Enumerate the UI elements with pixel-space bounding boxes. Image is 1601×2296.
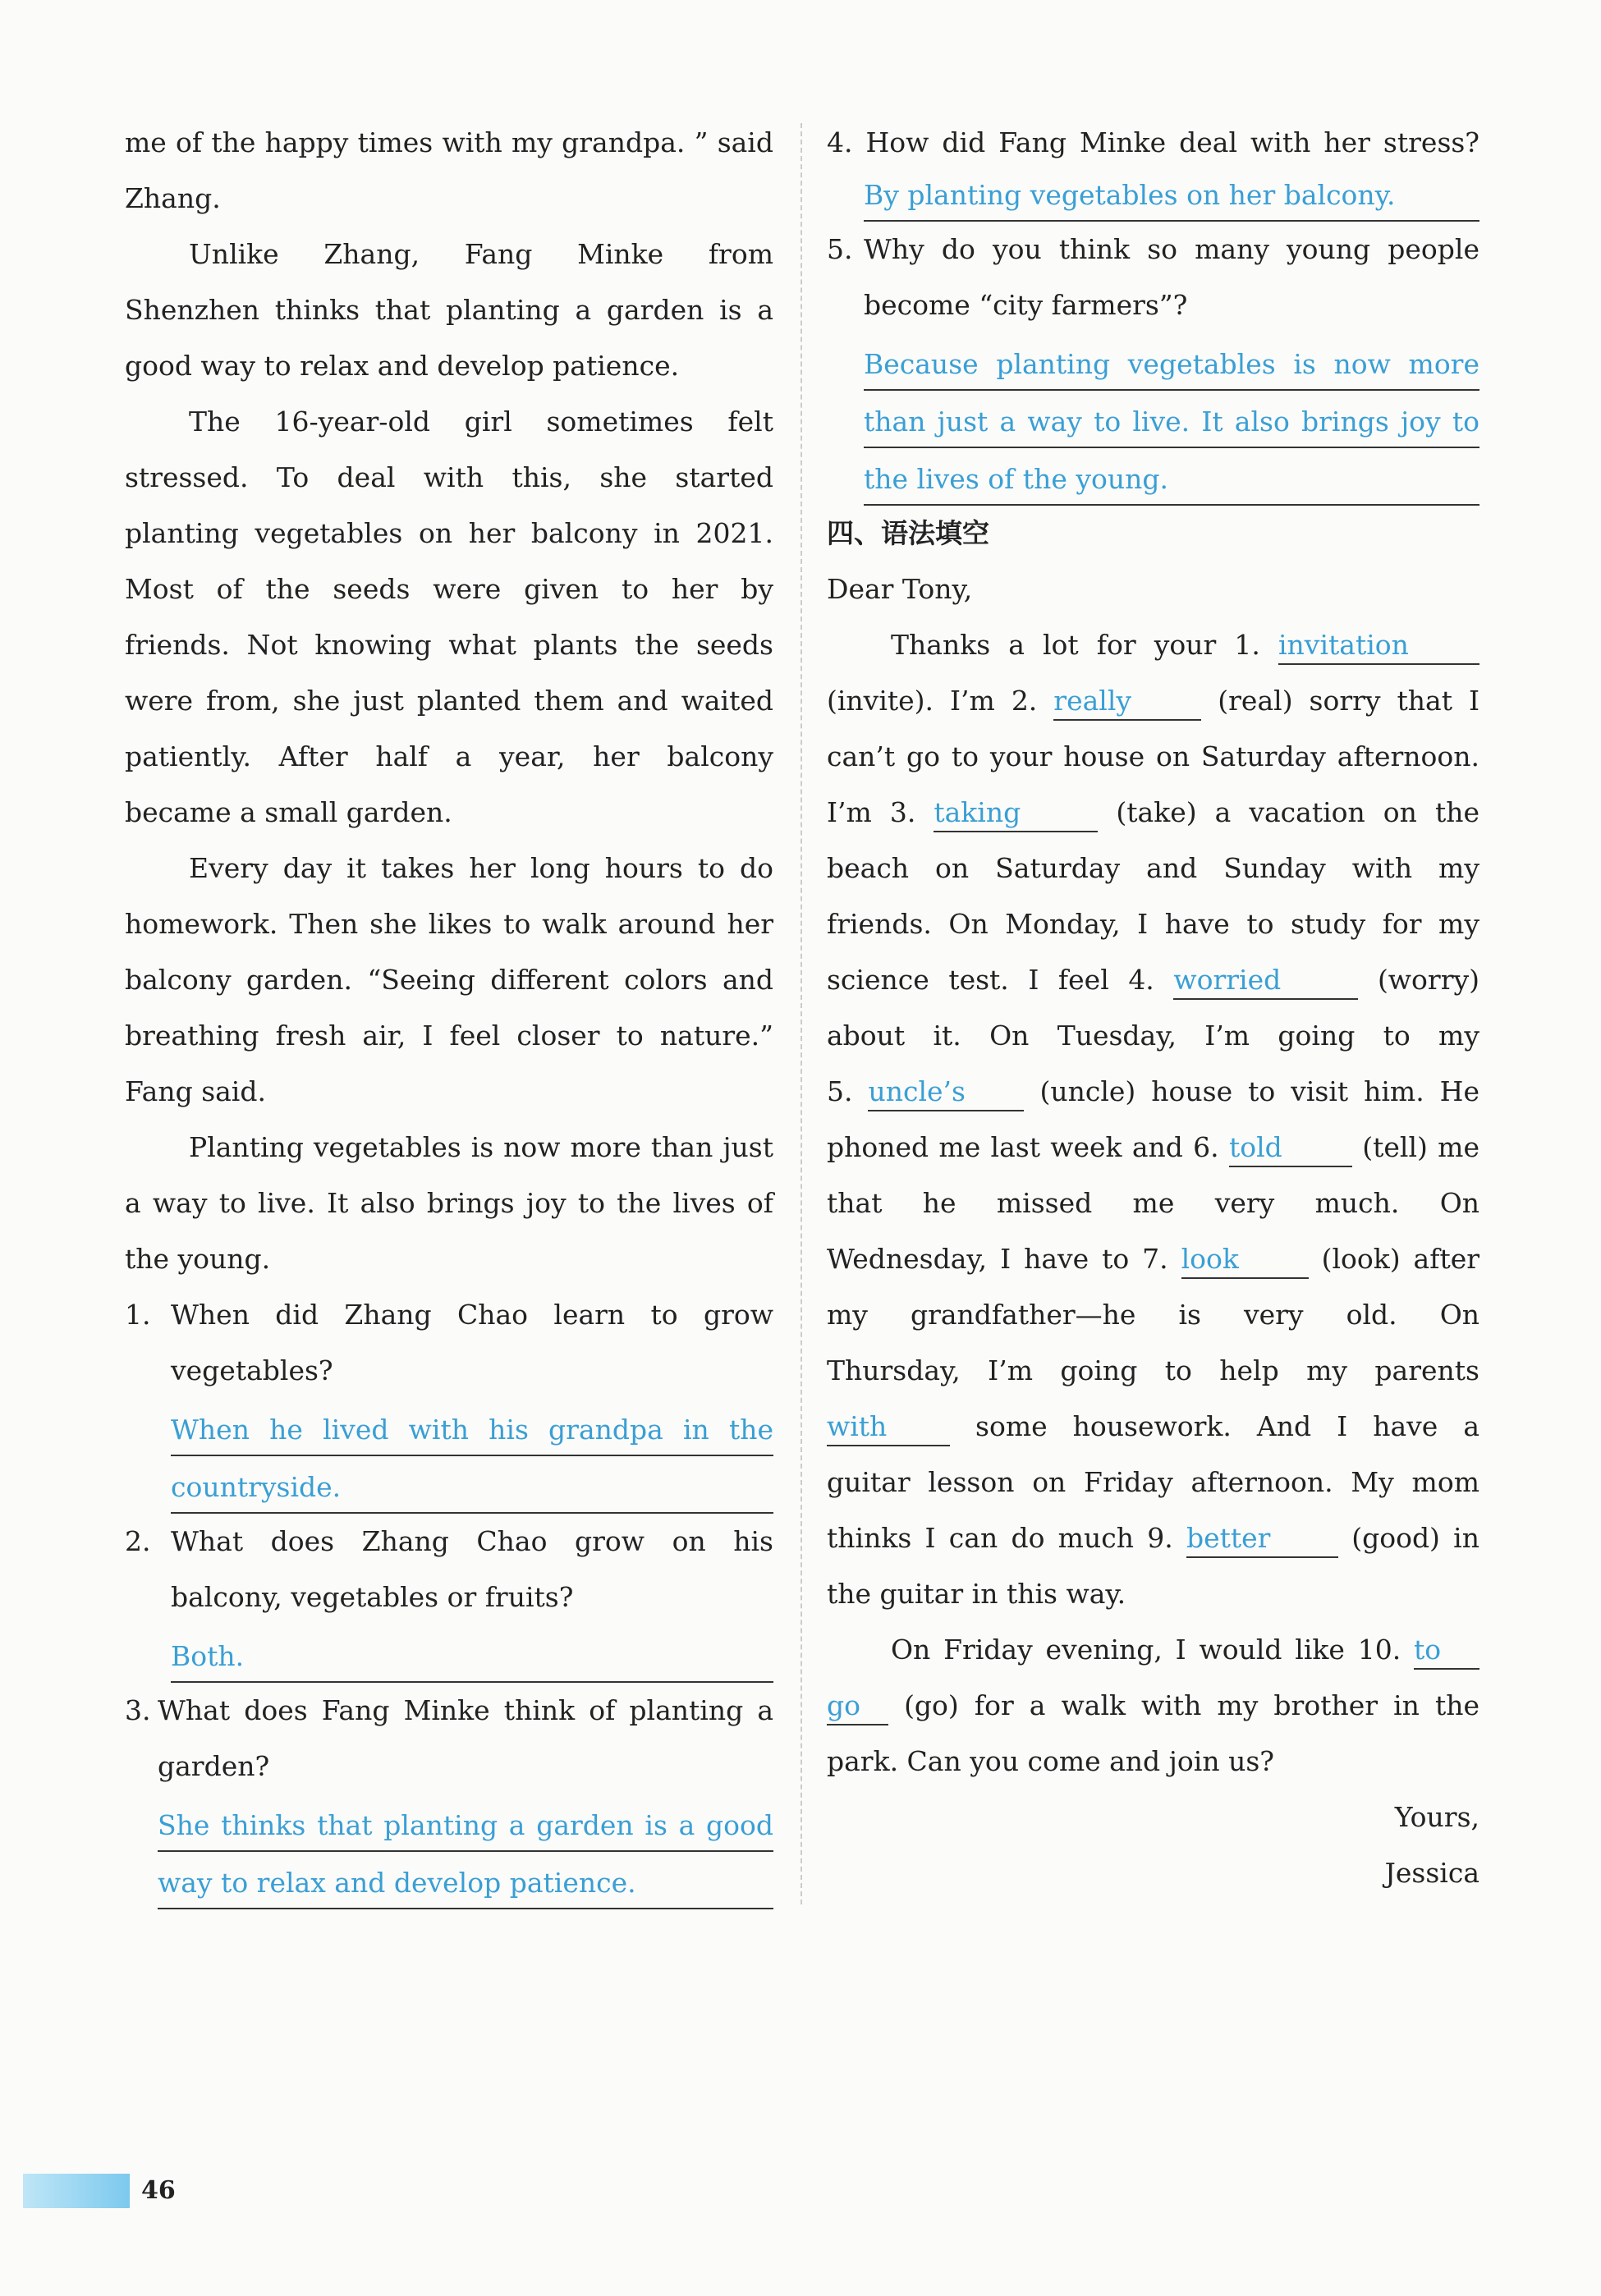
blank-6: told (1229, 1130, 1352, 1167)
answer-line: than just a way to live. It also brings joy to (864, 397, 1479, 448)
question-text: balcony, vegetables or fruits? (171, 1581, 574, 1613)
answer-line: Both. (171, 1632, 773, 1683)
page-number: 46 (141, 2176, 176, 2205)
question-text: 4. How did Fang Minke deal with her stress? (827, 126, 1479, 158)
blank-10b: go (827, 1688, 888, 1725)
text-line: The 16-year-old girl sometimes felt (189, 406, 773, 438)
letter-body (827, 617, 1479, 1901)
text-line: Most of the seeds were given to her by (125, 573, 773, 605)
question-1 (125, 1287, 773, 1514)
letter-text: science test. I feel 4. (827, 964, 1154, 996)
text-line: balcony garden. “Seeing different colors and (125, 964, 773, 996)
text-line: the young. (125, 1243, 271, 1275)
question-text: vegetables? (171, 1354, 333, 1386)
letter-text: friends. On Monday, I have to study for my (827, 908, 1479, 940)
letter-text: guitar lesson on Friday afternoon. My mom (827, 1466, 1479, 1498)
letter-text: beach on Saturday and Sunday with my (827, 852, 1479, 884)
letter-text: On Friday evening, I would like 10. (891, 1634, 1401, 1666)
letter-text: some housework. And I have a (975, 1410, 1479, 1442)
question-text: garden? (158, 1750, 270, 1782)
blank-1: invitation (1278, 627, 1479, 665)
letter-text: (go) for a walk with my brother in the (904, 1689, 1479, 1721)
question-number: 2. (125, 1525, 151, 1557)
text-line: Planting vegetables is now more than just (189, 1131, 773, 1163)
letter-text: (tell) me (1362, 1131, 1480, 1163)
text-line: Fang said. (125, 1075, 266, 1107)
text-line: Unlike Zhang, Fang Minke from (189, 238, 773, 270)
text-line: friends. Not knowing what plants the seeds (125, 629, 773, 661)
letter-greeting: Dear Tony, (827, 573, 973, 605)
letter-text: Wednesday, I have to 7. (827, 1243, 1168, 1275)
answer-line: She thinks that planting a garden is a good (158, 1801, 773, 1852)
answer-line: Because planting vegetables is now more (864, 340, 1479, 391)
letter-signature: Jessica (1384, 1857, 1479, 1889)
letter-text: can’t go to your house on Saturday afternoon. (827, 740, 1479, 772)
text-line: me of the happy times with my grandpa. ” said (125, 126, 773, 158)
letter-closing: Yours, (1394, 1801, 1479, 1833)
blank-3: taking (934, 795, 1098, 832)
footer-decoration-bar (23, 2174, 130, 2208)
letter-text: I’m 3. (827, 796, 916, 828)
blank-8: with (827, 1409, 950, 1446)
letter-text: Thursday, I’m going to help my parents (827, 1354, 1479, 1386)
answer-line: way to relax and develop patience. (158, 1858, 773, 1909)
text-line: Every day it takes her long hours to do (189, 852, 773, 884)
question-text: Why do you think so many young people (864, 233, 1479, 265)
letter-text: the guitar in this way. (827, 1578, 1126, 1610)
blank-9: better (1186, 1520, 1338, 1558)
letter-text: (worry) (1377, 964, 1479, 996)
letter-text: (real) sorry that I (1218, 685, 1479, 717)
letter-text: (uncle) house to visit him. He (1039, 1075, 1479, 1107)
blank-4: worried (1173, 962, 1358, 1000)
answer-line: By planting vegetables on her balcony. (864, 171, 1479, 222)
letter-text: that he missed me very much. On (827, 1187, 1479, 1219)
letter-text: (invite). I’m 2. (827, 685, 1038, 717)
left-column (125, 115, 773, 1909)
section-title: 四、语法填空 (827, 517, 989, 549)
text-line: stressed. To deal with this, she started (125, 461, 773, 493)
question-text: become “city farmers”? (864, 289, 1188, 321)
question-number: 3. (125, 1694, 151, 1726)
letter-text: 5. (827, 1075, 853, 1107)
text-line: were from, she just planted them and waited (125, 685, 773, 717)
blank-2: really (1053, 683, 1201, 721)
question-5 (827, 222, 1479, 506)
question-3 (125, 1683, 773, 1909)
blank-5: uncle’s (868, 1074, 1024, 1111)
text-line: Zhang. (125, 182, 221, 214)
question-text: What does Zhang Chao grow on his (171, 1525, 773, 1557)
text-line: became a small garden. (125, 796, 452, 828)
question-number: 1. (125, 1299, 151, 1331)
column-divider (800, 123, 802, 1904)
letter-text: park. Can you come and join us? (827, 1745, 1274, 1777)
answer-line: countryside. (171, 1463, 773, 1514)
blank-7: look (1181, 1241, 1309, 1279)
question-text: When did Zhang Chao learn to grow (171, 1299, 773, 1331)
letter-text: (look) after (1321, 1243, 1480, 1275)
question-number: 5. (827, 233, 853, 265)
text-line: good way to relax and develop patience. (125, 350, 680, 382)
letter-text: my grandfather—he is very old. On (827, 1299, 1479, 1331)
text-line: homework. Then she likes to walk around her (125, 908, 773, 940)
letter-text: (take) a vacation on the (1116, 796, 1479, 828)
right-column (827, 115, 1479, 1901)
letter-text: thinks I can do much 9. (827, 1522, 1173, 1554)
text-line: a way to live. It also brings joy to the lives of (125, 1187, 773, 1219)
letter-text: Thanks a lot for your 1. (891, 629, 1260, 661)
question-2 (125, 1514, 773, 1683)
text-line: breathing fresh air, I feel closer to nature.” (125, 1020, 773, 1052)
blank-10a: to (1414, 1632, 1479, 1670)
answer-line: When he lived with his grandpa in the (171, 1405, 773, 1456)
text-line: planting vegetables on her balcony in 2021. (125, 517, 773, 549)
answer-line: the lives of the young. (864, 455, 1479, 506)
letter-text: (good) in (1351, 1522, 1479, 1554)
text-line: patiently. After half a year, her balcony (125, 740, 773, 772)
text-line: Shenzhen thinks that planting a garden is a (125, 294, 773, 326)
question-4 (827, 115, 1479, 222)
letter-text: about it. On Tuesday, I’m going to my (827, 1020, 1479, 1052)
question-text: What does Fang Minke think of planting a (158, 1694, 773, 1726)
letter-text: phoned me last week and 6. (827, 1131, 1219, 1163)
